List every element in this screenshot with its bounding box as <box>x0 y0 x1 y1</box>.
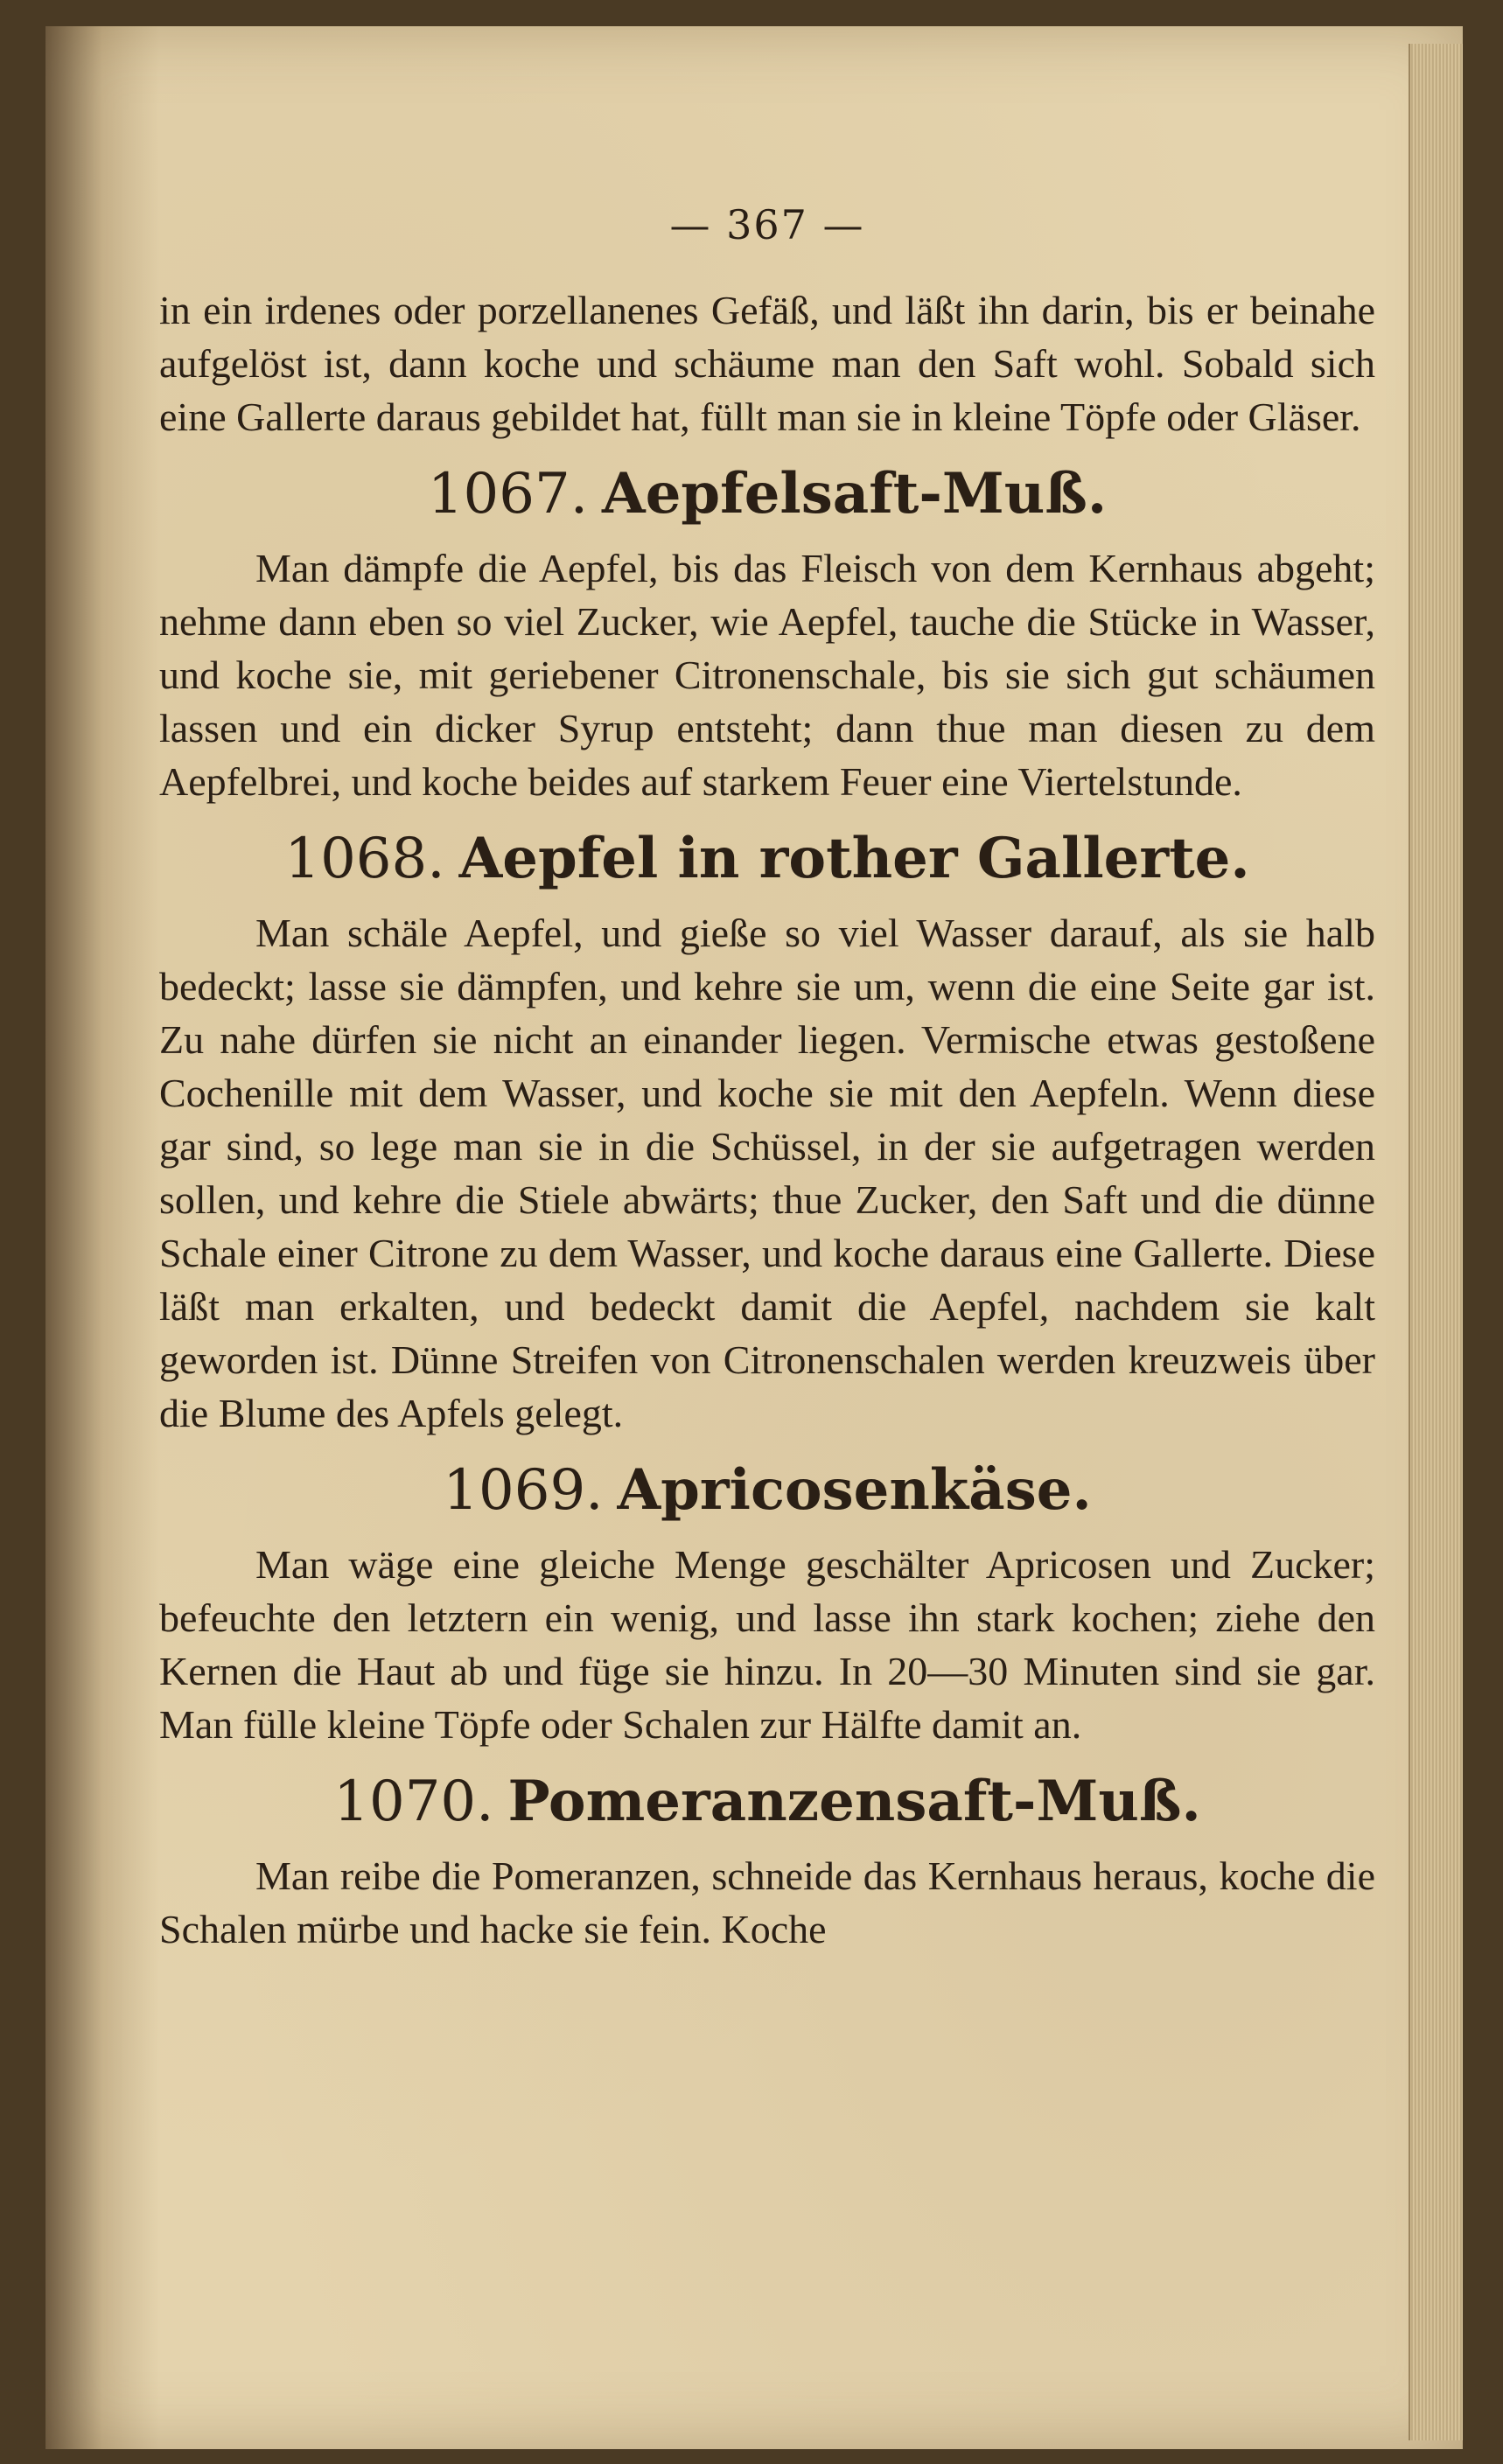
recipe-1068 <box>159 824 1375 1440</box>
page-number: — 367 — <box>669 201 865 248</box>
book-page <box>45 26 1463 2449</box>
recipe-heading <box>159 1767 1375 1837</box>
recipe-text: Man schäle Aepfel, und gieße so viel Wasser darauf, als sie halb bedeckt; lasse sie dämpfen, und kehre sie um, wenn die eine Seite gar ist. Zu nahe dürfen sie nicht an einander liegen. Vermische etwas gestoßene Cochenille mit dem Wasser, und koche sie mit den Aepfeln. Wenn diese gar sind, so lege man sie in die Schüssel, in der sie aufgetragen werden sollen, und kehre die Stiele abwärts; thue Zucker, den Saft und die dünne Schale einer Citrone zu dem Wasser, und koche daraus eine Gallerte. Diese läßt man erkalten, und bedeckt damit die Aepfel, nachdem sie kalt geworden ist. Dünne Streifen von Citronenschalen werden kreuzweis über die Blume des Apfels gelegt. <box>159 911 1375 1435</box>
recipe-1067 <box>159 459 1375 808</box>
recipe-title: Pomeranzensaft-Muß. <box>507 1769 1201 1834</box>
recipe-heading <box>159 459 1375 529</box>
recipe-title: Aepfelsaft-Muß. <box>602 461 1108 527</box>
recipe-text: Man reibe die Pomeranzen, schneide das Kernhaus heraus, koche die Schalen mürbe und hacke sie fein. Koche <box>159 1853 1375 1951</box>
recipe-title: Aepfel in rother Gallerte. <box>458 826 1250 891</box>
intro-paragraph: in ein irdenes oder porzellanenes Gefäß, und läßt ihn darin, bis er beinahe aufgelöst ist, dann koche und schäume man den Saft wohl. Sobald sich eine Gallerte daraus gebildet hat, füllt man sie in kleine Töpfe oder Gläser. <box>159 288 1375 439</box>
page-gutter-shadow <box>45 26 159 2449</box>
recipe-1070 <box>159 1767 1375 1956</box>
recipe-text: Man wäge eine gleiche Menge geschälter Apricosen und Zucker; befeuchte den letztern ein wenig, und lasse ihn stark kochen; ziehe den Kernen die Haut ab und füge sie hinzu. In 20—30 Minuten sind sie gar. Man fülle kleine Töpfe oder Schalen zur Hälfte damit an. <box>159 1542 1375 1747</box>
recipe-text: Man dämpfe die Aepfel, bis das Fleisch von dem Kernhaus abgeht; nehme dann eben so viel Zucker, wie Aepfel, tauche die Stücke in Wasser, und koche sie, mit geriebener Citronenschale, bis sie sich gut schäumen lassen und ein dicker Syrup entsteht; dann thue man diesen zu dem Aepfelbrei, und koche beides auf starkem Feuer eine Viertelstunde. <box>159 546 1375 804</box>
recipe-1069 <box>159 1455 1375 1751</box>
recipe-heading <box>159 824 1375 894</box>
recipe-number: 1067. <box>427 462 589 527</box>
page-edges <box>1409 44 1463 2440</box>
recipe-number: 1069. <box>443 1458 604 1523</box>
recipe-heading <box>159 1455 1375 1525</box>
text-block <box>159 201 1375 1956</box>
recipe-number: 1070. <box>333 1769 494 1834</box>
recipe-number: 1068. <box>284 827 445 891</box>
recipe-title: Apricosenkäse. <box>617 1457 1092 1523</box>
